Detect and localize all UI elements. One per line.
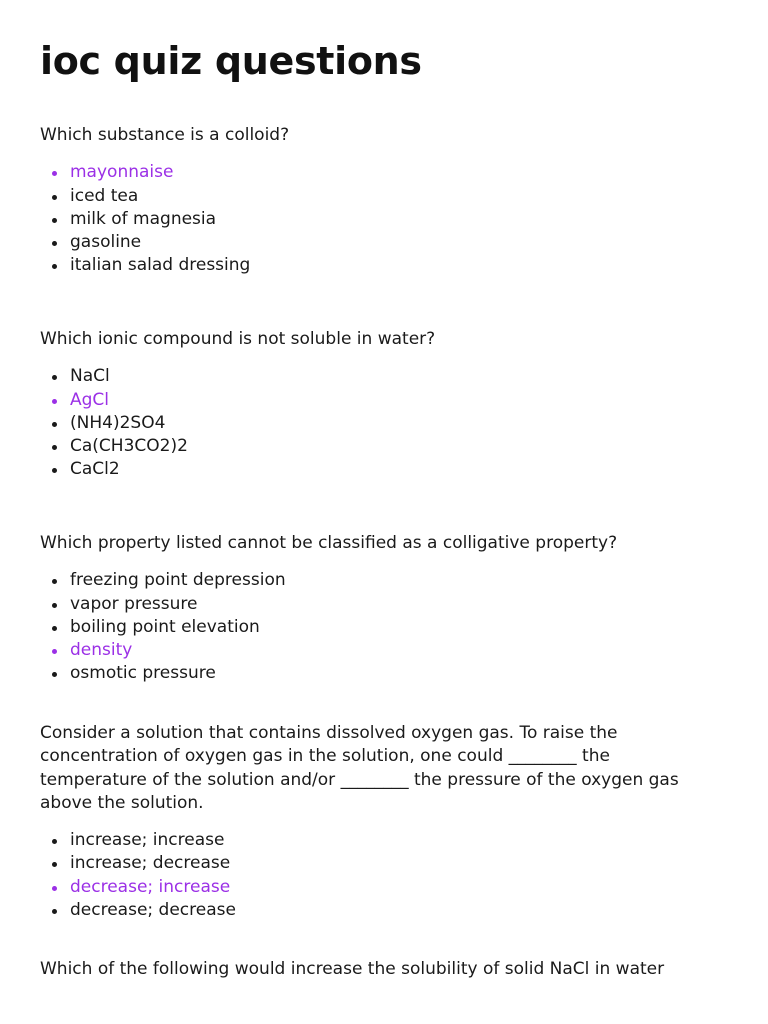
- answer-label: CaCl2: [70, 459, 120, 480]
- question-text: Which of the following would increase the solubility of solid NaCl in water: [40, 959, 665, 979]
- question-3: [40, 532, 720, 686]
- bullet-icon: [52, 241, 57, 246]
- bullet-icon: [52, 445, 57, 450]
- answer-label: decrease; decrease: [70, 900, 236, 921]
- question-text: Consider a solution that contains dissolved oxygen gas. To raise the concentration of oxygen gas in the solution, one could ________ the temperature of the solution and/or ________ the pressure of the oxygen gas above the solution.: [40, 723, 679, 813]
- answer-label: osmotic pressure: [70, 663, 216, 684]
- bullet-icon: [52, 399, 57, 404]
- answer-label: AgCl: [70, 389, 110, 410]
- page-title: ioc quiz questions: [40, 39, 422, 83]
- answer-label: density: [70, 640, 133, 661]
- answer-option-correct: [40, 876, 720, 899]
- question-text: Which substance is a colloid?: [40, 125, 290, 145]
- bullet-icon: [52, 862, 57, 867]
- answer-option: [40, 208, 720, 231]
- answer-option-correct: [40, 639, 720, 662]
- answer-option-correct: [40, 161, 720, 184]
- question-text: Which property listed cannot be classified as a colligative property?: [40, 533, 618, 553]
- answer-option: [40, 365, 720, 388]
- answer-option: [40, 412, 720, 435]
- bullet-icon: [52, 218, 57, 223]
- answer-label: milk of magnesia: [70, 208, 217, 229]
- answer-label: NaCl: [70, 366, 110, 387]
- answer-options: [40, 161, 720, 277]
- answer-label: iced tea: [70, 185, 139, 206]
- bullet-icon: [52, 649, 57, 654]
- bullet-icon: [52, 886, 57, 891]
- bullet-icon: [52, 195, 57, 200]
- question-4: [40, 722, 720, 922]
- answer-option: [40, 829, 720, 852]
- bullet-icon: [52, 626, 57, 631]
- answer-option: [40, 662, 720, 685]
- bullet-icon: [52, 603, 57, 608]
- answer-label: (NH4)2SO4: [70, 412, 166, 433]
- answer-option: [40, 231, 720, 254]
- answer-options: [40, 829, 720, 922]
- answer-option: [40, 593, 720, 616]
- bullet-icon: [52, 375, 57, 380]
- answer-option: [40, 435, 720, 458]
- answer-options: [40, 569, 720, 685]
- answer-label: italian salad dressing: [70, 255, 251, 276]
- bullet-icon: [52, 422, 57, 427]
- bullet-icon: [52, 264, 57, 269]
- answer-option: [40, 852, 720, 875]
- answer-label: boiling point elevation: [70, 616, 260, 637]
- answer-option-correct: [40, 389, 720, 412]
- answer-label: decrease; increase: [70, 876, 231, 897]
- answer-label: freezing point depression: [70, 570, 286, 591]
- question-text: Which ionic compound is not soluble in water?: [40, 329, 436, 349]
- answer-options: [40, 365, 720, 481]
- bullet-icon: [52, 579, 57, 584]
- answer-option: [40, 899, 720, 922]
- question-1: [40, 124, 720, 278]
- answer-label: vapor pressure: [70, 593, 198, 614]
- answer-option: [40, 616, 720, 639]
- question-2: [40, 328, 720, 482]
- bullet-icon: [52, 171, 57, 176]
- answer-label: increase; decrease: [70, 853, 231, 874]
- answer-label: gasoline: [70, 232, 142, 253]
- answer-option: [40, 185, 720, 208]
- answer-label: Ca(CH3CO2)2: [70, 436, 188, 457]
- answer-option: [40, 254, 720, 277]
- bullet-icon: [52, 468, 57, 473]
- bullet-icon: [52, 909, 57, 914]
- answer-label: mayonnaise: [70, 162, 174, 183]
- answer-option: [40, 569, 720, 592]
- answer-option: [40, 458, 720, 481]
- bullet-icon: [52, 672, 57, 677]
- answer-label: increase; increase: [70, 830, 225, 851]
- question-5: [40, 958, 720, 981]
- bullet-icon: [52, 839, 57, 844]
